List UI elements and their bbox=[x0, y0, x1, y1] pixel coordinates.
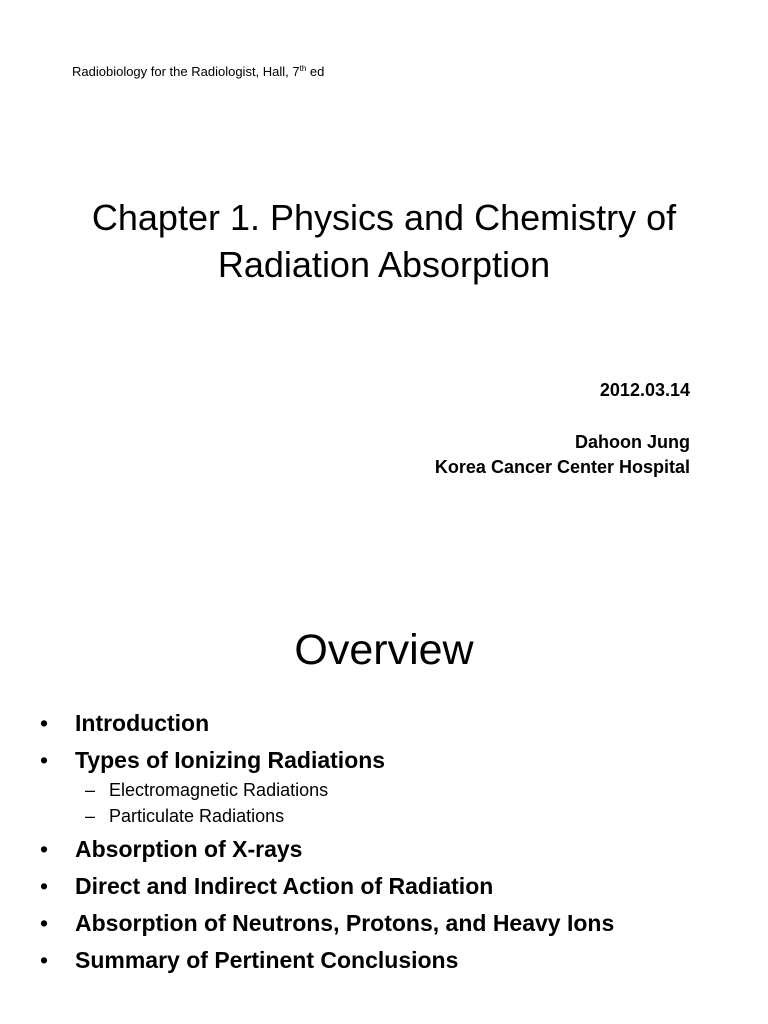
slide-title bbox=[30, 194, 738, 288]
outline-item bbox=[40, 746, 614, 774]
author-affiliation: Korea Cancer Center Hospital bbox=[434, 457, 690, 477]
outline-item-label: Introduction bbox=[75, 710, 210, 736]
title-line-1: Chapter 1. Physics and Chemistry of bbox=[91, 197, 677, 238]
outline-item bbox=[40, 835, 614, 863]
outline-item bbox=[40, 946, 614, 974]
outline-item-label: Summary of Pertinent Conclusions bbox=[75, 947, 459, 973]
bullet-icon: • bbox=[40, 873, 49, 899]
bullet-icon: • bbox=[40, 710, 49, 736]
outline-item bbox=[40, 709, 614, 737]
dash-icon: – bbox=[85, 806, 96, 826]
outline-item-label: Types of Ionizing Radiations bbox=[75, 747, 386, 773]
outline-item-label: Direct and Indirect Action of Radiation bbox=[75, 873, 494, 899]
outline-list bbox=[40, 709, 614, 983]
outline-item bbox=[40, 872, 614, 900]
dash-icon: – bbox=[85, 780, 96, 800]
book-reference bbox=[72, 63, 324, 81]
overview-title: Overview bbox=[294, 626, 474, 674]
reference-text: Radiobiology for the Radiologist, Hall, 7 bbox=[72, 64, 300, 79]
outline-item-label: Absorption of X-rays bbox=[75, 836, 303, 862]
presentation-date: 2012.03.14 bbox=[599, 380, 690, 400]
outline-subitem-label: Particulate Radiations bbox=[109, 806, 285, 826]
bullet-icon: • bbox=[40, 910, 49, 936]
outline-subitem-label: Electromagnetic Radiations bbox=[109, 780, 329, 800]
outline-item bbox=[40, 909, 614, 937]
title-line-2: Radiation Absorption bbox=[217, 244, 551, 285]
bullet-icon: • bbox=[40, 747, 49, 773]
outline-subitem bbox=[40, 805, 614, 827]
bullet-icon: • bbox=[40, 947, 49, 973]
outline-item-label: Absorption of Neutrons, Protons, and Heavy Ions bbox=[75, 910, 615, 936]
bullet-icon: • bbox=[40, 836, 49, 862]
overview-slide bbox=[0, 600, 768, 1024]
outline-subitem bbox=[40, 779, 614, 801]
reference-suffix: ed bbox=[306, 64, 325, 79]
reference-superscript: th bbox=[299, 64, 307, 73]
author-name: Dahoon Jung bbox=[575, 432, 690, 452]
